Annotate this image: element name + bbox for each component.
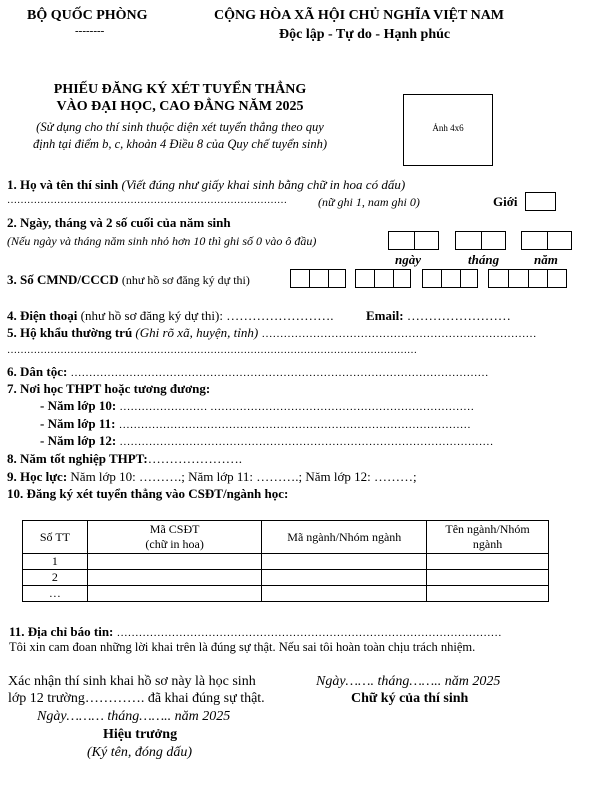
email-label: Email: [366,308,404,323]
year10-row [40,398,474,414]
gender-label: Giới [493,194,518,209]
table-cell[interactable] [262,586,427,602]
table-row [23,586,549,602]
field-9-text[interactable]: Năm lớp 10: ……….; Năm lớp 11: ……….; Năm lớp 12: ………; [70,469,417,484]
confirm-line2: lớp 12 trường…………. đã khai đúng sự thật. [8,691,265,706]
confirm-line1: Xác nhận thí sinh khai hồ sơ này là học sinh [8,674,256,689]
field-5-row [7,325,536,341]
month-label: tháng [468,252,500,267]
table-row [23,570,549,586]
republic-title: CỘNG HÒA XÃ HỘI CHỦ NGHĨA VIỆT NAM [214,8,505,23]
table-cell[interactable] [427,554,549,570]
field-9-row [7,469,417,485]
year-box[interactable] [521,231,572,250]
gender-box[interactable] [525,192,556,211]
email-dots[interactable]: …………………… [406,308,511,323]
header-ma-nganh: Mã ngành/Nhóm ngành [262,521,427,554]
email-row [366,308,511,324]
field-11-row [9,624,502,640]
form-title-line1: PHIẾU ĐĂNG KÝ XÉT TUYỂN THẲNG [53,82,307,97]
year11-label: - Năm lớp 11: [40,416,116,431]
field-1-dots[interactable]: ………………………………………………………………………… [7,195,287,206]
row-number: … [23,586,88,602]
year-label: năm [534,252,558,267]
field-1-row [7,177,405,193]
year11-row [40,416,471,432]
photo-box [403,94,493,166]
id-box-3[interactable] [422,269,478,288]
field-4-note[interactable]: (như hồ sơ đăng ký dự thi): ……………………. [80,308,334,323]
table-cell[interactable] [262,554,427,570]
field-10-label: 10. Đăng ký xét tuyển thẳng vào CSĐT/ngành học: [7,486,289,501]
table-cell[interactable] [87,570,262,586]
field-4-label: 4. Điện thoại [7,308,78,323]
month-box[interactable] [455,231,506,250]
field-3-label: 3. Số CMND/CCCD [7,272,119,287]
row-number: 2 [23,570,88,586]
row-number: 1 [23,554,88,570]
table-cell[interactable] [87,554,262,570]
id-box-2[interactable] [355,269,411,288]
ministry-dash: -------- [75,25,105,37]
table-row [23,554,549,570]
table-cell[interactable] [262,570,427,586]
republic-motto: Độc lập - Tự do - Hạnh phúc [279,27,451,42]
field-7-label: 7. Nơi học THPT hoặc tương đương: [7,381,211,396]
field-5-dots-line2[interactable]: …………………………………………………………………………………………………………… [7,345,417,356]
table-cell[interactable] [427,570,549,586]
form-title-line2: VÀO ĐẠI HỌC, CAO ĐẲNG NĂM 2025 [56,99,304,114]
field-1-note: (Viết đúng như giấy khai sinh bằng chữ in hoa có dấu) [121,177,406,192]
left-date: Ngày……… tháng…….. năm 2025 [37,709,231,724]
field-5-note: (Ghi rõ xã, huyện, tỉnh) [135,325,259,340]
field-4-row [7,308,333,324]
form-note-line2: định tại điểm b, c, khoản 4 Điều 8 của Quy chế tuyển sinh) [32,137,328,151]
principal-note: (Ký tên, đóng dấu) [87,745,192,760]
principal-title: Hiệu trưởng [103,727,178,742]
form-note-line1: (Sử dụng cho thí sinh thuộc diện xét tuyển thẳng theo quy [36,120,324,134]
gender-note: (nữ ghi 1, nam ghi 0) [318,195,420,209]
field-9-label: 9. Học lực: [7,469,68,484]
field-11-dots[interactable]: …………………………………………………………………………………………… [116,627,502,639]
table-header-row [23,521,549,554]
field-6-row [7,364,489,380]
field-8-row [7,451,242,467]
field-2-label: 2. Ngày, tháng và 2 số cuối của năm sinh [7,215,231,230]
header-ten-nganh: Tên ngành/Nhóm ngành [427,521,549,554]
year10-label: - Năm lớp 10: [40,398,117,413]
field-11-label: 11. Địa chỉ báo tin: [9,624,114,639]
commitment-text: Tôi xin cam đoan những lời khai trên là đúng sự thật. Nếu sai tôi hoàn toàn chịu trách nhiệm. [9,640,476,654]
field-2-note: (Nếu ngày và tháng năm sinh nhỏ hơn 10 thì ghi số 0 vào ô đầu) [7,234,317,248]
day-box[interactable] [388,231,439,250]
header-stt: Số TT [23,521,88,554]
id-box-4[interactable] [488,269,567,288]
year10-dots[interactable]: …………………… ……………………………………………………………… [119,401,475,413]
field-3-row [7,272,250,288]
table-cell[interactable] [87,586,262,602]
registration-table [22,520,549,602]
candidate-signature-title: Chữ ký của thí sinh [351,691,469,706]
field-8-label: 8. Năm tốt nghiệp THPT: [7,451,148,466]
right-date: Ngày……. tháng…….. năm 2025 [316,674,501,689]
field-8-dots[interactable]: …………………. [147,451,242,466]
year12-label: - Năm lớp 12: [40,433,117,448]
header-ma-csdt: Mã CSĐT (chữ in hoa) [87,521,262,554]
year12-dots[interactable]: ………………………………………………………………………………………… [119,436,494,448]
year11-dots[interactable]: …………………………………………………………………………………… [118,419,471,431]
day-label: ngày [395,252,421,267]
field-6-dots[interactable]: …………………………………………………………………………………………………… [70,367,489,379]
ministry-title: BỘ QUỐC PHÒNG [27,8,148,23]
field-1-label: 1. Họ và tên thí sinh [7,177,119,192]
field-5-label: 5. Hộ khẩu thường trú [7,325,133,340]
field-5-dots[interactable]: ………………………………………………………………… [261,328,537,340]
field-6-label: 6. Dân tộc: [7,364,68,379]
photo-label: Ảnh 4x6 [432,123,464,133]
table-cell[interactable] [427,586,549,602]
id-box-1[interactable] [290,269,346,288]
field-3-note: (như hồ sơ đăng ký dự thi) [121,273,250,287]
year12-row [40,433,493,449]
